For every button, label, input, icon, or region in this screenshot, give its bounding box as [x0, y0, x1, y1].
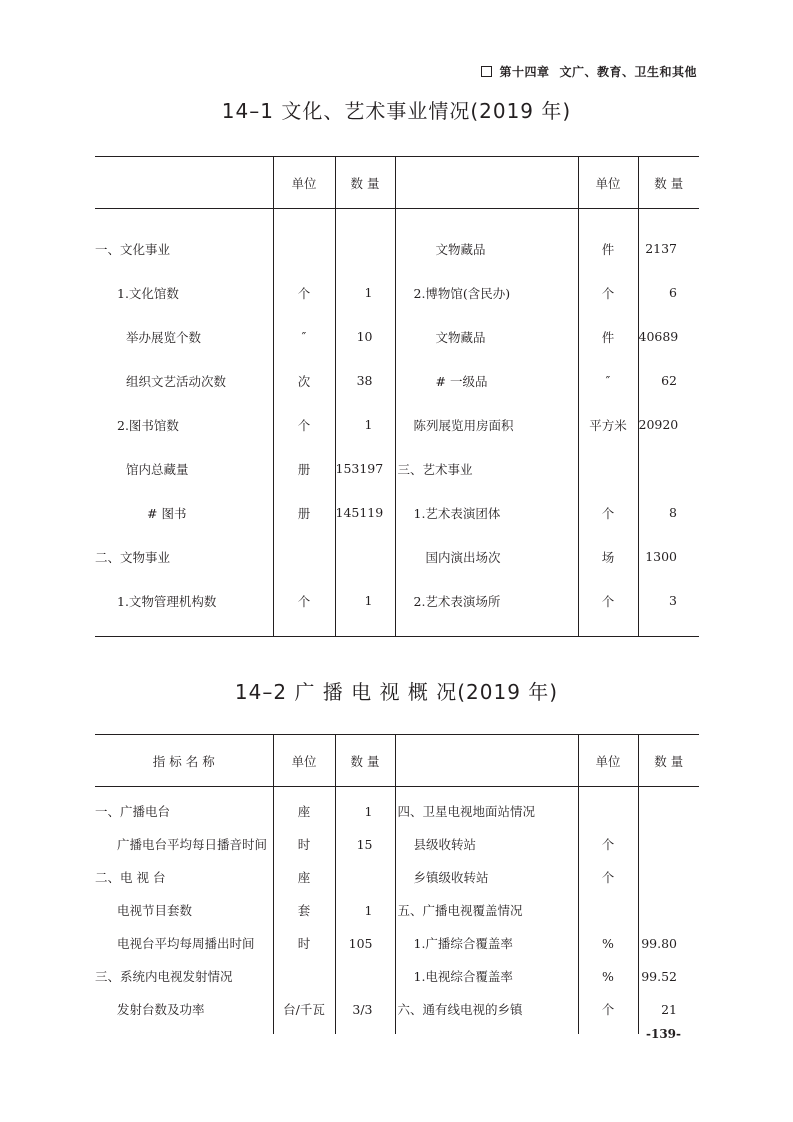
row-value: 105 [335, 927, 395, 960]
row-unit2: % [578, 927, 638, 960]
row-name: 电视台平均每周播出时间 [117, 936, 255, 951]
row-value2: 2137 [638, 227, 699, 271]
running-header [481, 63, 697, 80]
row-value: 1 [335, 403, 395, 447]
table1-title: 14–1 文化、艺术事业情况(2019 年) [221, 99, 572, 123]
table-row [95, 535, 699, 579]
table-row [95, 447, 699, 491]
table-row [95, 579, 699, 623]
row-unit: 个 [273, 271, 335, 315]
row-unit: 座 [273, 795, 335, 828]
row-value: 15 [335, 828, 395, 861]
row-unit2: 个 [578, 271, 638, 315]
table-row [95, 927, 699, 960]
header-unit: 单位 [273, 157, 335, 209]
row-value2 [638, 828, 699, 861]
row-value [335, 227, 395, 271]
row-value2: 99.80 [638, 927, 699, 960]
row-unit2: 个 [578, 993, 638, 1026]
row-value: 1 [335, 795, 395, 828]
row-name2: 1.艺术表演团体 [395, 491, 578, 535]
row-name2: 文物藏品 [395, 315, 578, 359]
row-unit: 时 [273, 927, 335, 960]
row-name2: 乡镇级收转站 [395, 861, 578, 894]
row-value2 [638, 447, 699, 491]
row-unit [273, 227, 335, 271]
row-name2: 文物藏品 [395, 227, 578, 271]
table-row [95, 491, 699, 535]
table-header-row [95, 157, 699, 209]
header-unit: 单位 [273, 735, 335, 787]
row-name2: 2.艺术表演场所 [395, 579, 578, 623]
row-unit: 册 [273, 447, 335, 491]
row-name2: 五、广播电视覆盖情况 [395, 894, 578, 927]
row-unit2: % [578, 960, 638, 993]
row-unit: 台/千瓦 [273, 993, 335, 1026]
row-value: 145119 [335, 491, 395, 535]
table2-title: 14–2 广 播 电 视 概 况(2019 年) [234, 680, 559, 704]
row-value2: 40689 [638, 315, 699, 359]
row-value2: 21 [638, 993, 699, 1026]
table-row [95, 271, 699, 315]
header-name2 [395, 735, 578, 787]
row-name2: 六、通有线电视的乡镇 [395, 993, 578, 1026]
table-row [95, 960, 699, 993]
row-unit: 时 [273, 828, 335, 861]
row-unit2: 场 [578, 535, 638, 579]
row-unit: 次 [273, 359, 335, 403]
chapter-label: 第十四章 [499, 65, 550, 79]
row-name2: 三、艺术事业 [395, 447, 578, 491]
row-unit2 [578, 894, 638, 927]
row-value: 153197 [335, 447, 395, 491]
header-name2 [395, 157, 578, 209]
row-value2: 8 [638, 491, 699, 535]
row-value: 3/3 [335, 993, 395, 1026]
row-name2: 四、卫星电视地面站情况 [395, 795, 578, 828]
row-unit2: 个 [578, 828, 638, 861]
page-number: -139- [646, 1027, 682, 1041]
row-name: 2.图书馆数 [117, 417, 179, 433]
row-name2: 陈列展览用房面积 [395, 403, 578, 447]
row-name: 电视节目套数 [117, 903, 193, 918]
row-name2: 2.博物馆(含民办) [395, 271, 578, 315]
row-name: 1.文物管理机构数 [117, 593, 217, 609]
row-value [335, 960, 395, 993]
row-unit: 册 [273, 491, 335, 535]
row-name2: 1.电视综合覆盖率 [395, 960, 578, 993]
table-row [95, 861, 699, 894]
row-name2: # 一级品 [395, 359, 578, 403]
row-unit [273, 535, 335, 579]
row-name: 广播电台平均每日播音时间 [117, 837, 268, 852]
row-name: # 图书 [147, 505, 187, 521]
row-value2: 62 [638, 359, 699, 403]
header-unit2: 单位 [578, 157, 638, 209]
row-name: 1.文化馆数 [117, 285, 179, 301]
chapter-topic: 文广、教育、卫生和其他 [559, 65, 697, 79]
table-row [95, 315, 699, 359]
row-value2: 6 [638, 271, 699, 315]
row-name: 一、广播电台 [95, 804, 171, 819]
row-value2: 1300 [638, 535, 699, 579]
row-unit2: 个 [578, 579, 638, 623]
row-name: 发射台数及功率 [117, 1002, 205, 1017]
row-value: 1 [335, 271, 395, 315]
row-unit2: 个 [578, 861, 638, 894]
row-value: 1 [335, 579, 395, 623]
header-value2: 数 量 [638, 157, 699, 209]
row-name: 馆内总藏量 [126, 461, 189, 477]
row-value2 [638, 894, 699, 927]
row-value2: 3 [638, 579, 699, 623]
header-name: 指 标 名 称 [95, 735, 273, 787]
row-name: 二、文物事业 [95, 549, 171, 565]
table-row [95, 227, 699, 271]
row-name2: 国内演出场次 [395, 535, 578, 579]
table-header-row [95, 735, 699, 787]
row-unit: 个 [273, 403, 335, 447]
row-value2 [638, 861, 699, 894]
row-value2: 99.52 [638, 960, 699, 993]
row-unit2: 件 [578, 315, 638, 359]
row-unit: 座 [273, 861, 335, 894]
row-value [335, 861, 395, 894]
row-unit2: 平方米 [578, 403, 638, 447]
header-unit2: 单位 [578, 735, 638, 787]
table-row [95, 359, 699, 403]
row-unit [273, 960, 335, 993]
table-row [95, 403, 699, 447]
table1 [95, 156, 699, 637]
table-row [95, 795, 699, 828]
row-name: 一、文化事业 [95, 241, 171, 257]
row-value: 1 [335, 894, 395, 927]
row-name2: 县级收转站 [395, 828, 578, 861]
row-value: 38 [335, 359, 395, 403]
row-unit2: 件 [578, 227, 638, 271]
table-row [95, 993, 699, 1026]
header-value: 数 量 [335, 735, 395, 787]
row-unit2: 个 [578, 491, 638, 535]
row-unit2 [578, 795, 638, 828]
table-row [95, 828, 699, 861]
row-unit2 [578, 447, 638, 491]
header-value2: 数 量 [638, 735, 699, 787]
row-value2 [638, 795, 699, 828]
row-unit2: ″ [578, 359, 638, 403]
row-name: 举办展览个数 [126, 329, 202, 345]
row-name: 组织文艺活动次数 [126, 373, 227, 389]
row-name2: 1.广播综合覆盖率 [395, 927, 578, 960]
row-unit: ″ [273, 315, 335, 359]
table-row [95, 894, 699, 927]
row-name: 二、电 视 台 [95, 870, 166, 885]
header-name [95, 157, 273, 209]
table2 [95, 734, 699, 1034]
square-bullet-icon [481, 66, 492, 77]
header-value: 数 量 [335, 157, 395, 209]
row-unit: 个 [273, 579, 335, 623]
row-unit: 套 [273, 894, 335, 927]
row-value: 10 [335, 315, 395, 359]
row-value2: 20920 [638, 403, 699, 447]
row-name: 三、系统内电视发射情况 [95, 969, 233, 984]
row-value [335, 535, 395, 579]
